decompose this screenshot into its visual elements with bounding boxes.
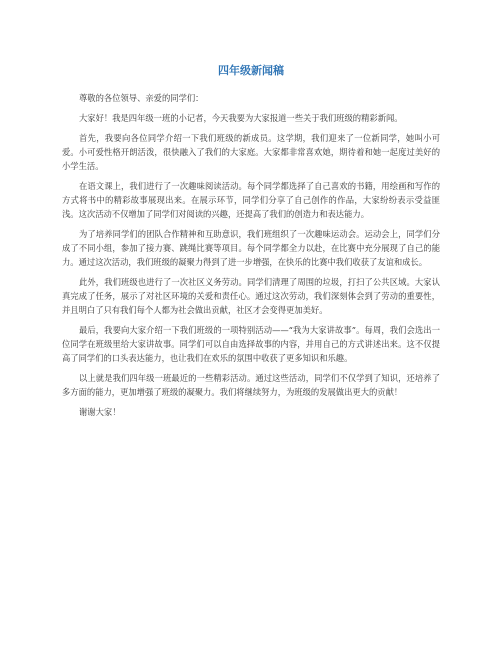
paragraph-community-labor: 此外，我们班级也进行了一次社区义务劳动。同学们清理了周围的垃圾，打扫了公共区域。大家认真完成了任务，展示了对社区环境的关爱和责任心。通过这次劳动，我们深刻体会到了劳动的重要性，并且明白了只有我们每个人都为社会做出贡献，社区才会变得更加美好。 bbox=[62, 277, 440, 315]
paragraph-reading-activity: 在语文课上，我们进行了一次趣味阅读活动。每个同学都选择了自己喜欢的书籍，用绘画和写作的方式将书中的精彩故事展现出来。在展示环节，同学们分享了自己创作的作品，大家纷纷表示受益匪浅。这次活动不仅增加了同学们对阅读的兴趣，还提高了我们的创造力和表达能力。 bbox=[62, 181, 440, 219]
document-page bbox=[62, 64, 440, 425]
document-title: 四年级新闻稿 bbox=[218, 64, 284, 77]
salutation: 尊敬的各位领导、亲爱的同学们： bbox=[79, 93, 204, 103]
paragraph-storytelling: 最后，我要向大家介绍一下我们班级的一项特别活动——“我为大家讲故事”。每周，我们会选出一位同学在班级里给大家讲故事。同学们可以自由选择故事的内容，并用自己的方式讲述出来。这不仅提高了同学们的口头表达能力，也让我们在欢乐的氛围中收获了更多知识和乐趣。 bbox=[62, 325, 440, 363]
paragraph-summary: 以上就是我们四年级一班最近的一些精彩活动。通过这些活动，同学们不仅学到了知识，还培养了多方面的能力，更加增强了班级的凝聚力。我们将继续努力，为班级的发展做出更大的贡献！ bbox=[62, 373, 440, 397]
paragraph-new-student: 首先，我要向各位同学介绍一下我们班级的新成员。这学期，我们迎来了一位新同学，她叫小可爱。小可爱性格开朗活泼，很快融入了我们的大家庭。大家都非常喜欢她，期待着和她一起度过美好的小学生活。 bbox=[62, 133, 440, 171]
paragraph-closing: 谢谢大家！ bbox=[79, 407, 121, 417]
paragraph-greeting: 大家好！我是四年级一班的小记者，今天我要为大家报道一些关于我们班级的精彩新闻。 bbox=[79, 113, 403, 123]
paragraph-sports-meet: 为了培养同学们的团队合作精神和互助意识，我们班组织了一次趣味运动会。运动会上，同学们分成了不同小组，参加了接力赛、跳绳比赛等项目。每个同学都全力以赴，在比赛中充分展现了自己的能力。通过这次活动，我们班级的凝聚力得到了进一步增强，在快乐的比赛中我们收获了友谊和成长。 bbox=[62, 229, 440, 267]
